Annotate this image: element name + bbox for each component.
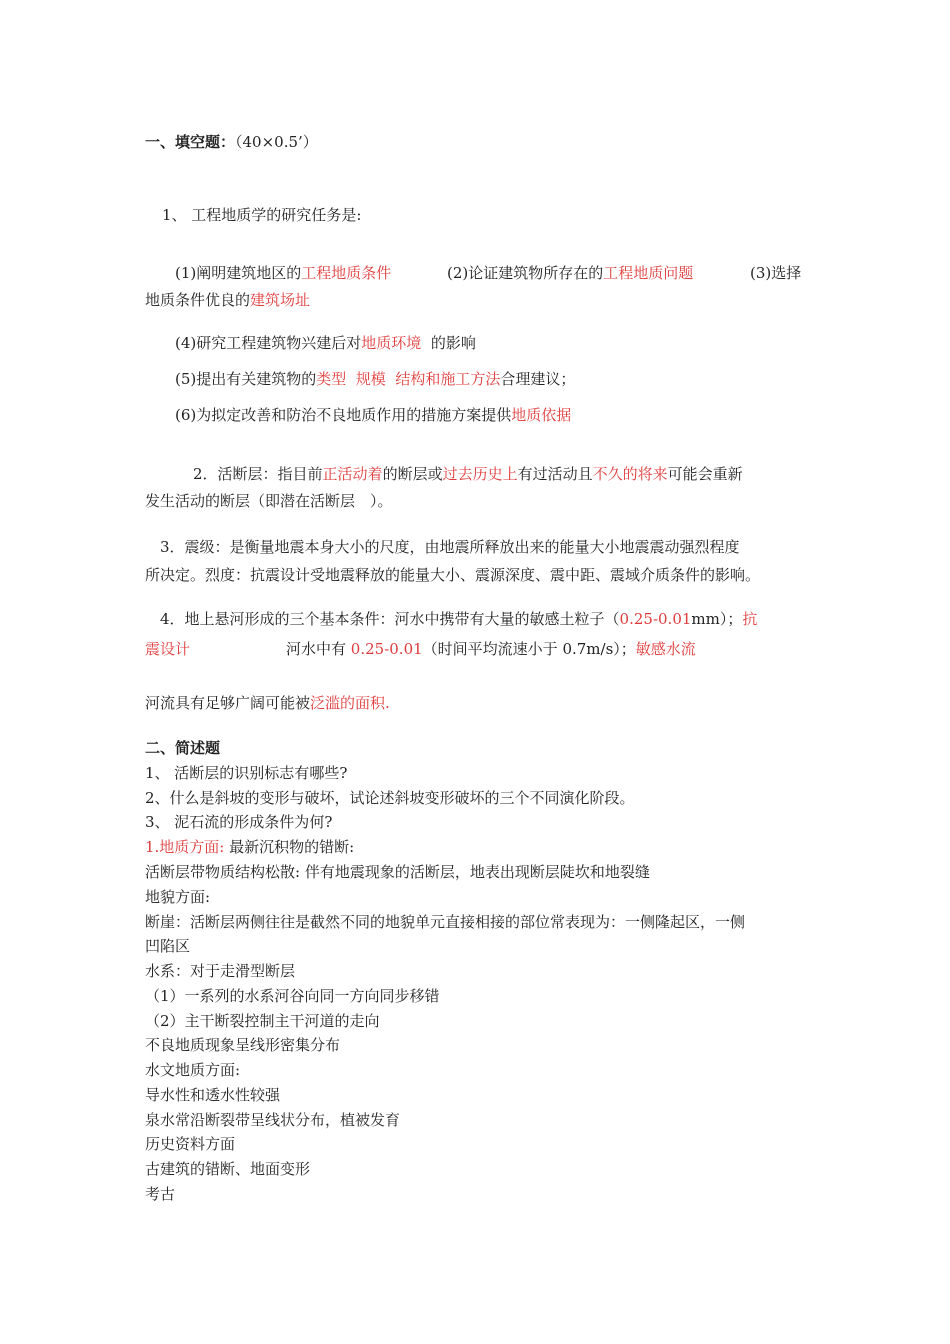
q4-l3-a: 河流具有足够广阔可能被 xyxy=(145,694,311,712)
section2-question-1: 1、 活断层的识别标志有哪些? xyxy=(145,764,348,782)
section2-title: 二、简述题 xyxy=(145,739,221,757)
q1-l1-b: 工程地质条件 xyxy=(301,264,392,282)
q4-l1-c: mm）； xyxy=(691,610,743,628)
answer-line: 泉水常沿断裂带呈线状分布，植被发育 xyxy=(145,1111,401,1129)
q1-l3-c: 的影响 xyxy=(430,334,476,352)
section1-title: 一、填空题： xyxy=(145,133,236,151)
q4-line3 xyxy=(145,693,390,713)
answer-line: 导水性和透水性较强 xyxy=(145,1086,281,1104)
q2-l1-a: 2．活断层：指目前 xyxy=(193,465,323,483)
q3-line2: 所决定。烈度：抗震设计受地震释放的能量大小、震源深度、震中距、震域介质条件的影响。 xyxy=(145,566,761,584)
section1-heading xyxy=(145,132,318,152)
q4-l2-d: （时间平均流速小于 0.7m/s）； xyxy=(422,640,636,658)
q2-line2: 发生活动的断层（即潜在活断层 ）。 xyxy=(145,492,393,510)
q1-line2 xyxy=(145,290,310,310)
q1-line5 xyxy=(175,405,571,425)
answer-line: 考古 xyxy=(145,1185,176,1203)
q1-l1-d: 工程地质问题 xyxy=(603,264,694,282)
answer-geology-label: 1.地质方面: xyxy=(145,838,225,856)
q2-l1-g: 可能会重新 xyxy=(667,465,743,483)
q2-l1-c: 的断层或 xyxy=(382,465,443,483)
q2-l1-b: 正活动着 xyxy=(322,465,383,483)
q1-line3 xyxy=(175,333,476,353)
q2-line1 xyxy=(193,464,743,484)
q1-line4 xyxy=(175,369,575,389)
q1-l2-b: 建筑场址 xyxy=(250,291,311,309)
q4-line2 xyxy=(286,639,696,659)
q3-line1: 3．震级：是衡量地震本身大小的尺度，由地震所释放出来的能量大小地震震动强烈程度 xyxy=(160,538,740,556)
answer-line: （1）一系列的水系河谷向同一方向同步移错 xyxy=(145,987,440,1005)
section1-score: （40×0.5’） xyxy=(235,133,318,151)
answer-line: 断崖：活断层两侧往往是截然不同的地貌单元直接相接的部位常表现为：一侧隆起区，一侧 xyxy=(145,913,746,931)
q4-l2-a: 震设计 xyxy=(145,640,191,658)
q1-l5-a: (6)为拟定改善和防治不良地质作用的措施方案提供 xyxy=(175,406,512,424)
answer-line: 历史资料方面 xyxy=(145,1135,236,1153)
q4-l2-b: 河水中有 xyxy=(286,640,347,658)
q4-l1-a: 4．地上悬河形成的三个基本条件：河水中携带有大量的敏感土粒子（ xyxy=(160,610,620,628)
q1-l2-a: 地质条件优良的 xyxy=(145,291,251,309)
answer-line: 不良地质现象呈线形密集分布 xyxy=(145,1036,341,1054)
q4-l1-d: 抗 xyxy=(742,610,758,628)
q1-l3-b: 地质环境 xyxy=(361,334,422,352)
answer-line: 水文地质方面: xyxy=(145,1061,241,1079)
answer-line: 活断层带物质结构松散: 伴有地震现象的活断层，地表出现断层陡坎和地裂缝 xyxy=(145,863,650,881)
q4-l2-a-line xyxy=(145,639,190,659)
answer-line: 地貌方面: xyxy=(145,888,211,906)
answer-line: 古建筑的错断、地面变形 xyxy=(145,1160,311,1178)
q4-l1-b: 0.25-0.01 xyxy=(619,610,692,628)
q1-l3-a: (4)研究工程建筑物兴建后对 xyxy=(175,334,362,352)
answer-line: 水系：对于走滑型断层 xyxy=(145,962,296,980)
q1-l4-c: 合理建议； xyxy=(500,370,576,388)
q2-l1-f: 不久的将来 xyxy=(592,465,668,483)
q4-l2-c: 0.25-0.01 xyxy=(350,640,423,658)
q1-l1-e: (3)选择 xyxy=(750,264,802,282)
q1-l5-b: 地质依据 xyxy=(511,406,572,424)
answer-line-geology xyxy=(145,837,354,857)
q4-line1 xyxy=(160,609,757,629)
q4-l3-b: 泛滥的面积. xyxy=(310,694,390,712)
q1-l1-a: (1)阐明建筑地区的 xyxy=(175,264,302,282)
q1-line1 xyxy=(175,263,391,283)
q1-l1-c: (2)论证建筑物所存在的 xyxy=(447,264,604,282)
q2-l1-d: 过去历史上 xyxy=(442,465,518,483)
section2-question-2: 2、什么是斜坡的变形与破坏，试论述斜坡变形破坏的三个不同演化阶段。 xyxy=(145,789,635,807)
q1-line1-mid xyxy=(447,263,693,283)
q2-l1-e: 有过活动且 xyxy=(517,465,593,483)
answer-line: 凹陷区 xyxy=(145,937,191,955)
section2-question-3: 3、 泥石流的形成条件为何? xyxy=(145,813,333,831)
q4-l2-e: 敏感水流 xyxy=(635,640,696,658)
q1-stem: 1、 工程地质学的研究任务是: xyxy=(162,206,362,224)
answer-geology-rest: 最新沉积物的错断: xyxy=(224,838,355,856)
q1-l4-b: 类型 规模 结构和施工方法 xyxy=(316,370,501,388)
q1-l4-a: (5)提出有关建筑物的 xyxy=(175,370,317,388)
answer-line: （2）主干断裂控制主干河道的走向 xyxy=(145,1012,380,1030)
